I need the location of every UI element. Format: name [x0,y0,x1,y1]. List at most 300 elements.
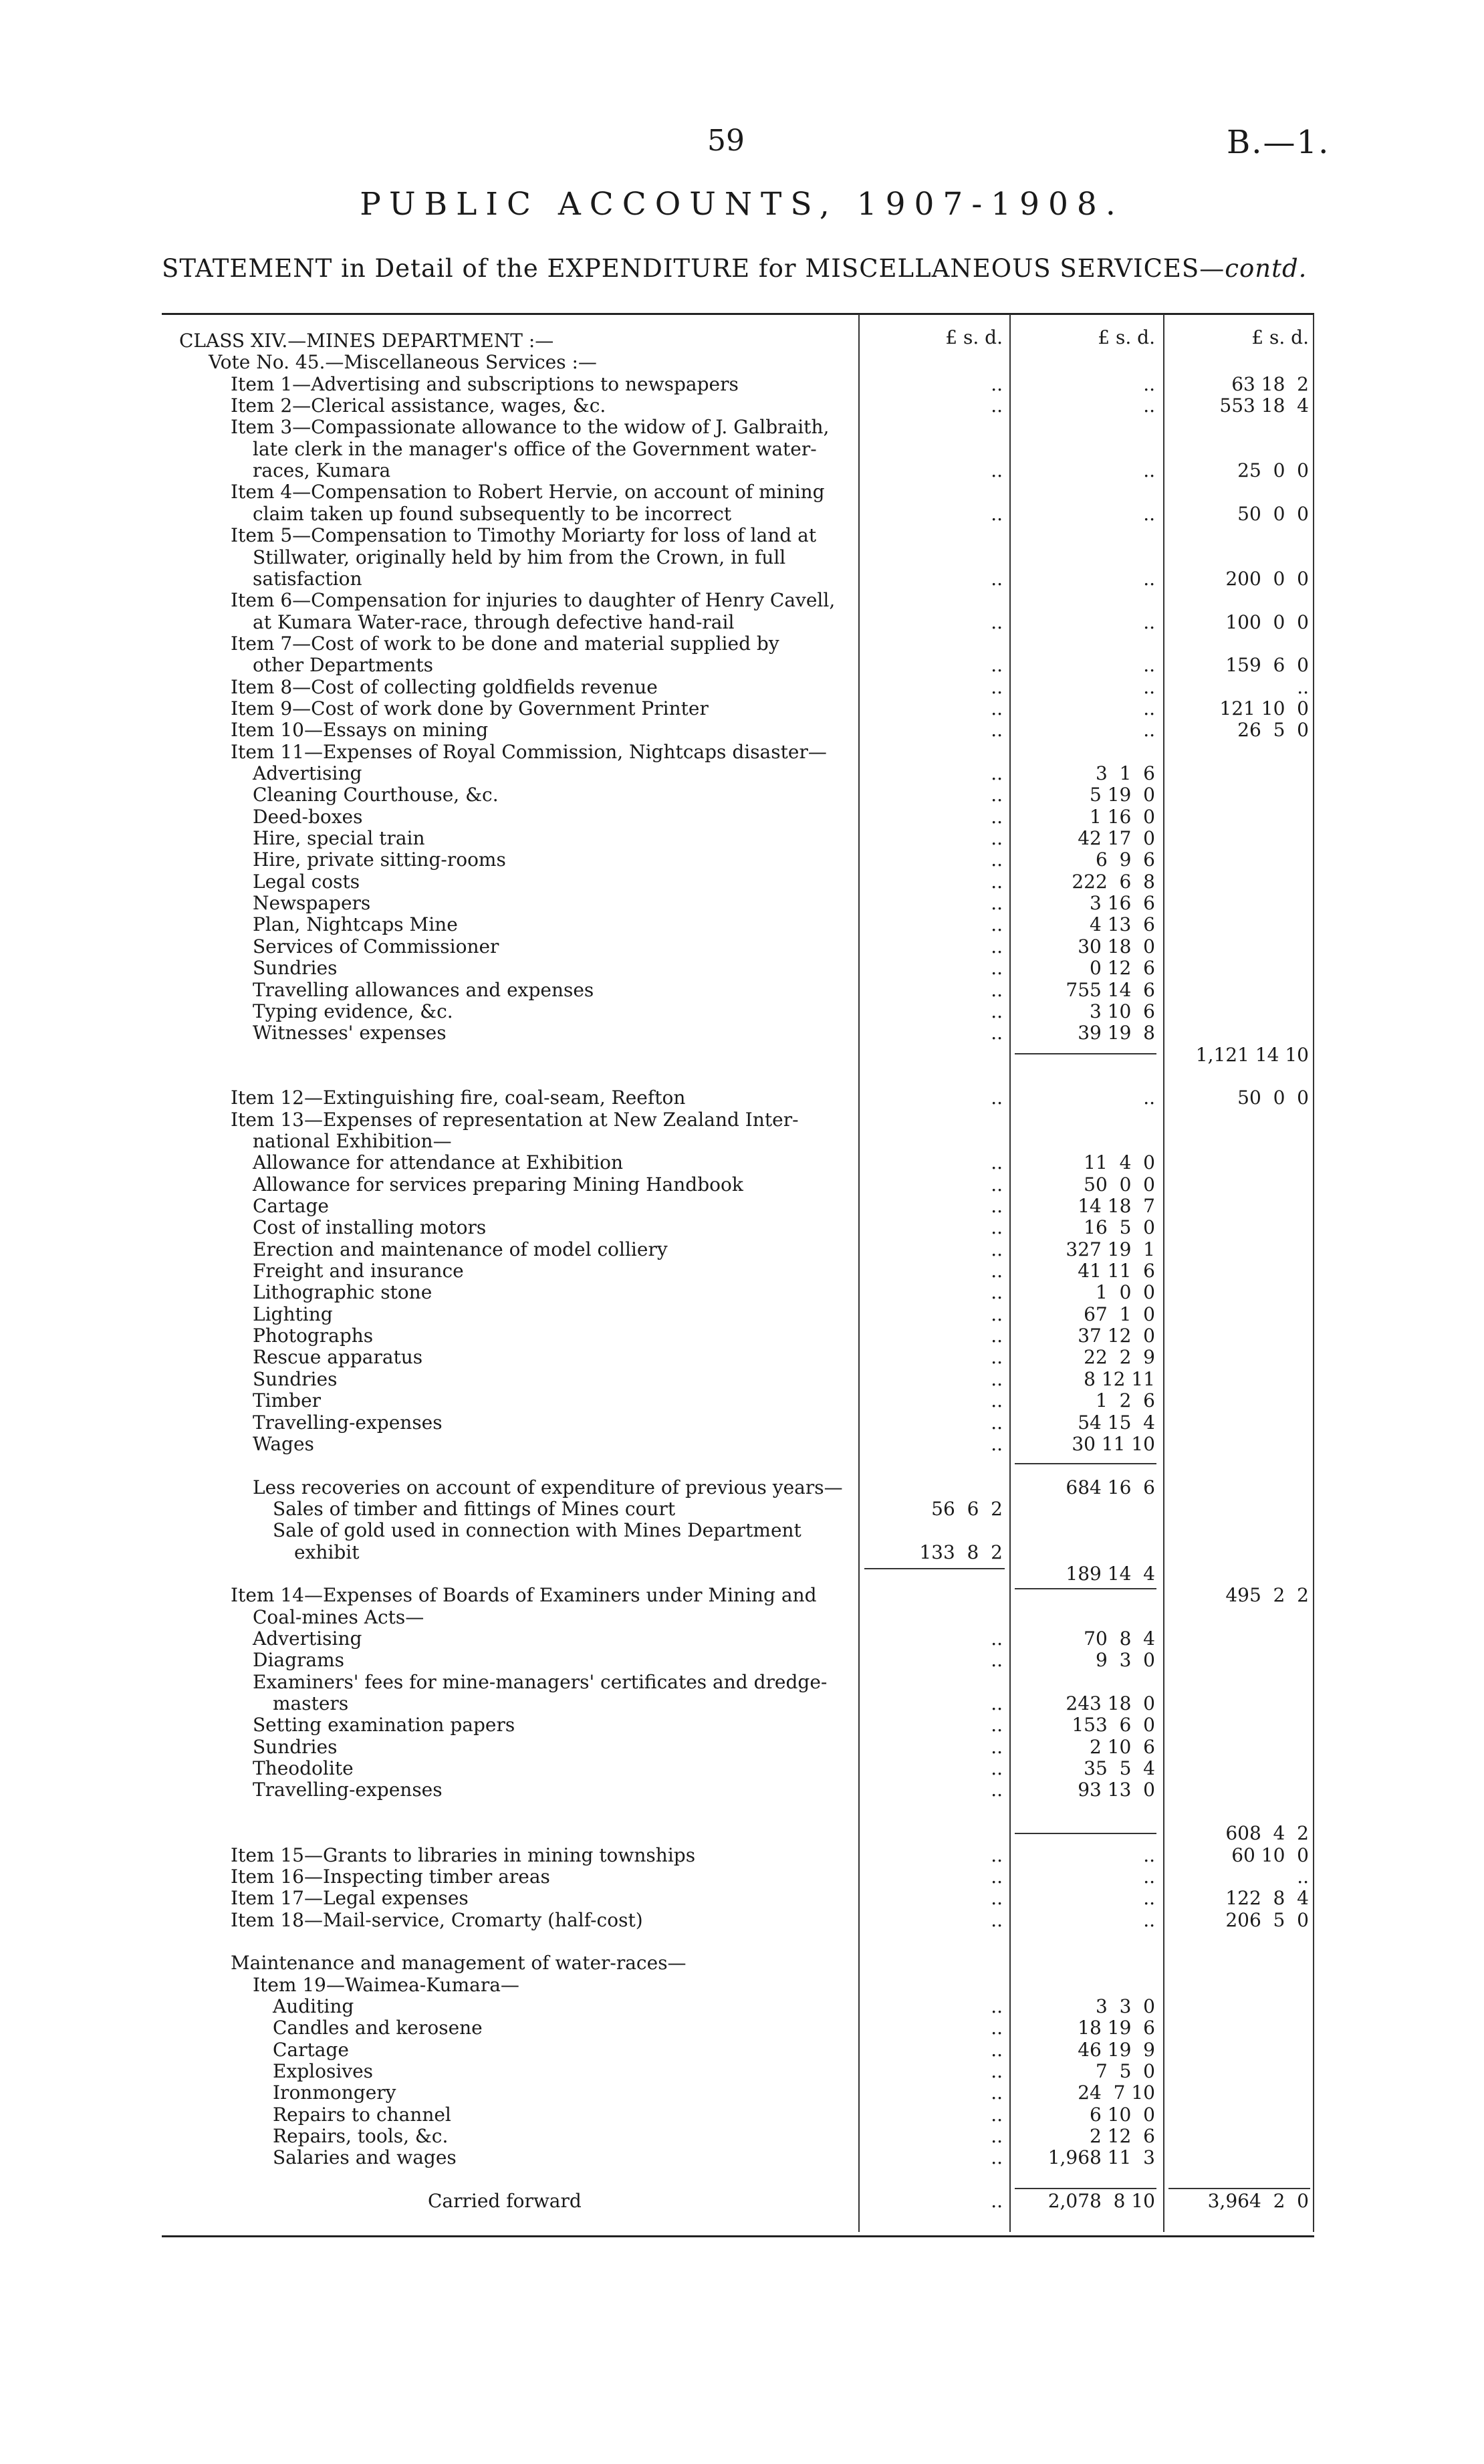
table-row [0,1434,1484,1454]
amount-cell: 3 1 6 [1095,762,1155,784]
row-label: races, Kumara [253,459,391,482]
row-label: Repairs, tools, &c. [273,2125,449,2148]
amount-cell: 3,964 2 0 [1207,2190,1309,2213]
amount-cell: 14 18 7 [1078,1195,1155,1217]
amount-cell: .. [991,978,1003,1001]
row-label: Item 12—Extinguishing fire, coal-seam, Reefton [231,1087,686,1109]
row-label: Stillwater, originally held by him from the Crown, in full [253,546,786,568]
table-row [0,784,1484,805]
amount-cell: 222 6 8 [1072,870,1155,893]
column-header-3: £ s. d. [1251,326,1309,348]
table-row [0,980,1484,1000]
table-row [0,525,1484,546]
table-row [0,460,1484,481]
row-label: Item 4—Compensation to Robert Hervie, on account of mining [231,481,825,503]
table-row [0,1931,1484,1952]
amount-cell: .. [1143,1843,1155,1866]
table-row [0,1952,1484,1973]
amount-cell: .. [991,1022,1003,1044]
row-label: Item 11—Expenses of Royal Commission, Nightcaps disaster— [231,740,827,763]
subtotal-rule [864,1568,1005,1569]
amount-cell: .. [991,892,1003,915]
amount-cell: 70 8 4 [1084,1628,1155,1650]
row-label: Item 5—Compensation to Timothy Moriarty for loss of land at [231,524,817,547]
amount-cell: .. [991,913,1003,936]
amount-cell: 50 0 0 [1237,502,1309,525]
amount-cell: .. [991,2060,1003,2082]
row-label: Item 3—Compassionate allowance to the widow of J. Galbraith, [231,416,830,439]
amount-cell: 159 6 0 [1225,654,1309,677]
table-row [0,395,1484,416]
table-row [0,1628,1484,1649]
amount-cell: .. [991,675,1003,698]
table-row [0,1282,1484,1303]
table-row [0,1823,1484,1843]
row-label: Explosives [273,2060,374,2082]
amount-cell: 1,968 11 3 [1047,2146,1155,2169]
table-row [0,893,1484,913]
table-row [0,1520,1484,1541]
amount-cell: 24 7 10 [1078,2082,1155,2104]
table-row [0,2061,1484,2082]
table-row [0,1585,1484,1605]
table-row [0,417,1484,437]
table-row [0,1563,1484,1584]
row-label: Item 1—Advertising and subscriptions to newspapers [231,372,739,395]
amount-cell: .. [991,957,1003,980]
amount-cell: .. [991,654,1003,677]
row-label: Freight and insurance [253,1260,464,1282]
amount-cell: 56 6 2 [931,1497,1003,1520]
table-row [0,1260,1484,1281]
amount-cell: 39 19 8 [1078,1022,1155,1044]
subtitle-contd: contd. [1225,254,1308,283]
amount-cell: .. [1143,1908,1155,1931]
subtotal-rule [1015,1463,1156,1464]
table-row [0,1737,1484,1757]
table-row [0,330,1484,351]
amount-cell: 2 10 6 [1090,1735,1155,1758]
amount-cell: .. [991,1087,1003,1109]
amount-cell: 495 2 2 [1225,1584,1309,1607]
row-label: Coal-mines Acts— [253,1605,424,1628]
amount-cell: 2,078 8 10 [1047,2190,1155,2213]
subtotal-rule [1015,2188,1156,2189]
amount-cell: 8 12 11 [1084,1367,1155,1390]
amount-cell: .. [991,1281,1003,1304]
row-label: Salaries and wages [273,2146,457,2169]
amount-cell: .. [991,1151,1003,1174]
amount-cell: .. [991,2103,1003,2126]
amount-cell: .. [991,2146,1003,2169]
table-row [0,1196,1484,1216]
row-label: Deed-boxes [253,805,363,828]
row-label: late clerk in the manager's office of the Government water- [253,437,817,460]
row-label: Erection and maintenance of model colliery [253,1238,668,1260]
amount-cell: .. [991,567,1003,590]
row-label: Item 13—Expenses of representation at New Zealand Inter- [231,1108,799,1131]
amount-cell: .. [991,762,1003,784]
table-row [0,1390,1484,1411]
table-row [0,1304,1484,1325]
table-row [0,2169,1484,2190]
row-label: Vote No. 45.—Miscellaneous Services :— [209,351,597,374]
amount-cell: .. [991,1865,1003,1888]
row-label: Sundries [253,957,338,980]
amount-cell: 30 18 0 [1078,935,1155,958]
table-row [0,719,1484,740]
amount-cell: .. [1143,654,1155,677]
table-row [0,1325,1484,1346]
amount-cell: .. [991,1389,1003,1412]
row-label: Cost of installing motors [253,1216,487,1239]
amount-cell: 1 2 6 [1095,1389,1155,1412]
amount-cell: .. [991,2125,1003,2148]
table-row [0,1714,1484,1735]
table-row [0,503,1484,524]
amount-cell: 122 8 4 [1225,1887,1309,1910]
table-row [0,1087,1484,1108]
table-row [0,568,1484,589]
table-row [0,1347,1484,1367]
amount-cell: 50 0 0 [1084,1173,1155,1196]
table-row [0,1109,1484,1130]
table-row [0,352,1484,372]
row-label: Lighting [253,1303,333,1325]
amount-cell: .. [1143,1087,1155,1109]
amount-cell: .. [991,502,1003,525]
table-row [0,1801,1484,1822]
row-label: Hire, special train [253,827,425,850]
row-label: Hire, private sitting-rooms [253,849,506,871]
subtotal-rule [1015,1588,1156,1589]
amount-cell: .. [1143,697,1155,719]
amount-cell: 67 1 0 [1084,1303,1155,1325]
row-label: Legal costs [253,870,360,893]
amount-cell: .. [991,719,1003,742]
column-header-1: £ s. d. [945,326,1003,348]
amount-cell: .. [991,1260,1003,1282]
table-row [0,1845,1484,1866]
amount-cell: .. [991,1432,1003,1455]
amount-cell: 133 8 2 [919,1541,1003,1563]
table-row [0,2104,1484,2125]
amount-cell: .. [1143,459,1155,482]
table-row [0,828,1484,849]
amount-cell: .. [1143,395,1155,417]
row-label: Item 14—Expenses of Boards of Examiners under Mining and [231,1584,817,1607]
row-label: Candles and kerosene [273,2017,483,2039]
amount-cell: 6 9 6 [1095,849,1155,871]
table-row [0,655,1484,675]
amount-cell: 200 0 0 [1225,567,1309,590]
row-label: Lithographic stone [253,1281,432,1304]
page-number: 59 [707,124,745,158]
amount-cell: .. [991,1000,1003,1022]
row-label: Setting examination papers [253,1714,515,1737]
amount-cell: .. [991,1238,1003,1260]
table-row [0,1131,1484,1151]
amount-cell: .. [991,1649,1003,1672]
amount-cell: .. [991,395,1003,417]
row-label: Theodolite [253,1757,354,1780]
page-title: PUBLIC ACCOUNTS, 1907-1908. [360,186,1124,223]
amount-cell: 3 3 0 [1095,1995,1155,2017]
table-row [0,439,1484,459]
table-row [0,1910,1484,1930]
table-row [0,374,1484,395]
table-row [0,2039,1484,2060]
amount-cell: .. [991,1735,1003,1758]
row-label: Item 10—Essays on mining [231,719,489,742]
amount-cell: 93 13 0 [1078,1779,1155,1801]
amount-cell: .. [991,1367,1003,1390]
row-label: satisfaction [253,567,362,590]
amount-cell: 608 4 2 [1225,1822,1309,1845]
amount-cell: .. [991,1779,1003,1801]
table-row [0,1866,1484,1887]
row-label: Item 17—Legal expenses [231,1887,469,1910]
amount-cell: .. [1297,675,1309,698]
table-row [0,1369,1484,1389]
subtotal-rule [1168,2188,1310,2189]
row-label: Cartage [253,1195,329,1217]
amount-cell: .. [991,610,1003,633]
table-row [0,763,1484,784]
amount-cell: .. [991,1195,1003,1217]
table-row [0,698,1484,719]
amount-cell: .. [991,870,1003,893]
table-row [0,2126,1484,2146]
row-label: Plan, Nightcaps Mine [253,913,458,936]
amount-cell: .. [1143,1887,1155,1910]
amount-cell: 755 14 6 [1066,978,1155,1001]
row-label: Item 18—Mail-service, Cromarty (half-cost) [231,1908,643,1931]
table-row [0,481,1484,502]
table-row [0,1498,1484,1519]
amount-cell: 26 5 0 [1237,719,1309,742]
amount-cell: 63 18 2 [1231,372,1309,395]
amount-cell: 9 3 0 [1095,1649,1155,1672]
amount-cell: 35 5 4 [1084,1757,1155,1780]
amount-cell: 243 18 0 [1066,1692,1155,1715]
statement-subtitle [162,254,1307,283]
row-label: CLASS XIV.—MINES DEPARTMENT :— [179,330,554,352]
row-label: Photographs [253,1325,374,1347]
table-row [0,936,1484,957]
amount-cell: .. [991,1908,1003,1931]
table-row [0,547,1484,568]
table-row [0,1066,1484,1087]
amount-cell: .. [991,1346,1003,1369]
row-label: Cleaning Courthouse, &c. [253,784,499,806]
row-label: Travelling allowances and expenses [253,978,594,1001]
table-row [0,1542,1484,1563]
amount-cell: 42 17 0 [1078,827,1155,850]
table-row [0,1888,1484,1908]
row-label: Allowance for attendance at Exhibition [253,1151,623,1174]
row-label: Rescue apparatus [253,1346,423,1369]
table-row [0,1607,1484,1628]
amount-cell: .. [991,1216,1003,1239]
row-label: Sale of gold used in connection with Mines Department [273,1519,801,1542]
row-label: Services of Commissioner [253,935,499,958]
table-row [0,1779,1484,1800]
row-label: Item 8—Cost of collecting goldfields revenue [231,675,658,698]
row-label: Cartage [273,2038,349,2061]
table-row [0,1022,1484,1043]
table-row [0,1455,1484,1476]
amount-cell: 7 5 0 [1095,2060,1155,2082]
table-row [0,742,1484,762]
amount-cell: .. [991,2082,1003,2104]
table-row [0,2147,1484,2168]
amount-cell: .. [991,784,1003,806]
table-row [0,1044,1484,1065]
amount-cell: .. [1143,675,1155,698]
amount-cell: 2 12 6 [1090,2125,1155,2148]
row-label: Advertising [253,762,362,784]
amount-cell: 18 19 6 [1078,2017,1155,2039]
amount-cell: 206 5 0 [1225,1908,1309,1931]
amount-cell: .. [1143,1865,1155,1888]
table-row [0,1217,1484,1238]
amount-cell: 327 19 1 [1066,1238,1155,1260]
amount-cell: .. [991,1303,1003,1325]
amount-cell: 684 16 6 [1066,1476,1155,1498]
amount-cell: .. [1143,719,1155,742]
table-row [0,1001,1484,1022]
row-label: Timber [253,1389,322,1412]
table-row [0,1239,1484,1260]
amount-cell: 30 11 10 [1072,1432,1155,1455]
amount-cell: .. [991,2017,1003,2039]
amount-cell: 3 10 6 [1090,1000,1155,1022]
amount-cell: .. [1143,567,1155,590]
row-label: national Exhibition— [253,1129,452,1152]
row-label: Item 2—Clerical assistance, wages, &c. [231,395,606,417]
amount-cell: .. [991,1411,1003,1434]
amount-cell: .. [991,805,1003,828]
amount-cell: .. [991,827,1003,850]
row-label: Newspapers [253,892,371,915]
amount-cell: .. [991,1843,1003,1866]
amount-cell: 553 18 4 [1219,395,1309,417]
table-row [0,2017,1484,2038]
row-label: Less recoveries on account of expenditure of previous years— [253,1476,843,1498]
table-row [0,806,1484,827]
amount-cell: 54 15 4 [1078,1411,1155,1434]
amount-cell: .. [991,935,1003,958]
row-label: Item 7—Cost of work to be done and material supplied by [231,632,779,655]
row-label: Auditing [273,1995,354,2017]
row-label: Item 19—Waimea-Kumara— [253,1973,519,1996]
table-row [0,2191,1484,2211]
table-row [0,1650,1484,1670]
row-label: Typing evidence, &c. [253,1000,453,1022]
row-label: claim taken up found subsequently to be incorrect [253,502,732,525]
table-row [0,1996,1484,2017]
amount-cell: .. [991,697,1003,719]
amount-cell: 37 12 0 [1078,1325,1155,1347]
row-label: Sundries [253,1735,338,1758]
amount-cell: 3 16 6 [1090,892,1155,915]
row-label: Travelling-expenses [253,1779,443,1801]
amount-cell: 60 10 0 [1231,1843,1309,1866]
row-label: exhibit [294,1541,360,1563]
amount-cell: .. [991,2190,1003,2213]
subtotal-rule [1015,1053,1156,1054]
amount-cell: .. [991,1325,1003,1347]
table-row [0,590,1484,610]
row-label: Allowance for services preparing Mining Handbook [253,1173,743,1196]
row-label: Carried forward [428,2190,582,2213]
amount-cell: 6 10 0 [1090,2103,1155,2126]
subtotal-rule [1015,1833,1156,1834]
table-row [0,633,1484,654]
table-row [0,1975,1484,1995]
document-reference: B.—1. [1227,124,1330,161]
row-label: Travelling-expenses [253,1411,443,1434]
amount-cell: 50 0 0 [1237,1087,1309,1109]
row-label: at Kumara Water-race, through defective hand-rail [253,610,735,633]
amount-cell: .. [991,372,1003,395]
amount-cell: 189 14 4 [1066,1562,1155,1585]
amount-cell: 25 0 0 [1237,459,1309,482]
subtitle-main: STATEMENT in Detail of the EXPENDITURE for MISCELLANEOUS SERVICES— [162,254,1225,283]
row-label: Ironmongery [273,2082,396,2104]
amount-cell: .. [1143,372,1155,395]
amount-cell: 121 10 0 [1219,697,1309,719]
row-label: Item 6—Compensation for injuries to daughter of Henry Cavell, [231,589,836,612]
column-header-2: £ s. d. [1098,326,1155,348]
table-row [0,849,1484,870]
row-label: Examiners' fees for mine-managers' certificates and dredge- [253,1670,828,1693]
amount-cell: 46 19 9 [1078,2038,1155,2061]
amount-cell: .. [1143,502,1155,525]
amount-cell: .. [991,1173,1003,1196]
amount-cell: .. [991,849,1003,871]
amount-cell: 16 5 0 [1084,1216,1155,1239]
amount-cell: .. [1143,610,1155,633]
amount-cell: 1,121 14 10 [1195,1043,1309,1066]
table-row [0,1758,1484,1779]
row-label: Wages [253,1432,314,1455]
amount-cell: .. [991,1995,1003,2017]
row-label: Sundries [253,1367,338,1390]
table-row [0,871,1484,892]
amount-cell: 100 0 0 [1225,610,1309,633]
row-label: masters [273,1692,349,1715]
amount-cell: .. [991,1887,1003,1910]
amount-cell: .. [991,459,1003,482]
table-row [0,612,1484,633]
amount-cell: 41 11 6 [1078,1260,1155,1282]
amount-cell: .. [991,1714,1003,1737]
row-label: Advertising [253,1628,362,1650]
amount-cell: 22 2 9 [1084,1346,1155,1369]
amount-cell: 0 12 6 [1090,957,1155,980]
amount-cell: .. [1297,1865,1309,1888]
row-label: Item 15—Grants to libraries in mining townships [231,1843,696,1866]
table-row [0,1152,1484,1173]
table-row [0,677,1484,697]
table-row [0,958,1484,978]
row-label: Item 16—Inspecting timber areas [231,1865,550,1888]
table-row [0,1672,1484,1692]
table-row [0,914,1484,935]
row-label: Witnesses' expenses [253,1022,447,1044]
